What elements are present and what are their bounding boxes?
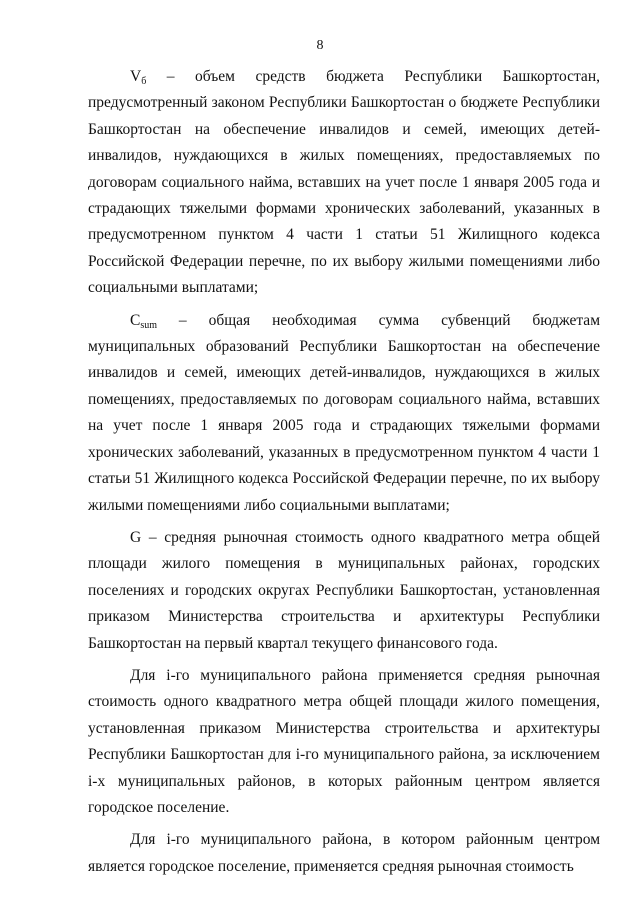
definition-text: – средняя рыночная стоимость одного квадратного метра общей площади жилого помещения в муниципальных районах, городских поселениях и городских округах Республики Башкортостан, установленная приказом Министерства строительства и архитектуры Республики Башкортостан на первый квартал текущего финансового года. <box>88 528 600 652</box>
definition-paragraph-v <box>88 64 600 302</box>
document-body <box>88 64 600 880</box>
variable-symbol: V <box>130 68 142 85</box>
paragraph-text: Для i-го муниципального района применяется средняя рыночная стоимость одного квадратного метра общей площади жилого помещения, установленная приказом Министерства строительства и архитектуры Республики Башкортостан для i-го муниципального района, за исключением i-х муниципальных районов, в которых районным центром является городское поселение. <box>88 666 600 816</box>
page-number: 8 <box>316 38 324 53</box>
body-paragraph <box>88 827 600 880</box>
paragraph-text: Для i-го муниципального района, в котором районным центром является городское поселение, применяется средняя рыночная стоимость <box>88 831 600 875</box>
variable-subscript: sum <box>140 319 158 331</box>
definition-text: – общая необходимая сумма субвенций бюджетам муниципальных образований Республики Башкортостан на обеспечение инвалидов и семей, имеющих детей-инвалидов, нуждающихся в жилых помещениях, предоставляемых по договорам социального найма, вставших на учет после 1 января 2005 года и страдающих тяжелыми формами хронических заболеваний, указанных в предусмотренном пунктом 4 части 1 статьи 51 Жилищного кодекса Российской Федерации перечне, по их выбору жилыми помещениями либо социальными выплатами; <box>88 311 600 514</box>
variable-symbol: C <box>130 311 141 329</box>
variable-subscript: б <box>141 76 147 87</box>
definition-text: – объем средств бюджета Республики Башкортостан, предусмотренный законом Республики Башкортостан о бюджете Республики Башкортостан на обеспечение инвалидов и семей, имеющих детей-инвалидов, нуждающихся в жилых помещениях, предоставляемых по договорам социального найма, вставших на учет после 1 января 2005 года и страдающих тяжелыми формами хронических заболеваний, указанных в предусмотренном пунктом 4 части 1 статьи 51 Жилищного кодекса Российской Федерации перечне, по их выбору жилыми помещениями либо социальными выплатами; <box>88 68 600 297</box>
body-paragraph <box>88 663 600 821</box>
variable-symbol: G <box>130 528 142 546</box>
definition-paragraph-g <box>88 525 600 657</box>
definition-paragraph-c <box>88 308 600 519</box>
